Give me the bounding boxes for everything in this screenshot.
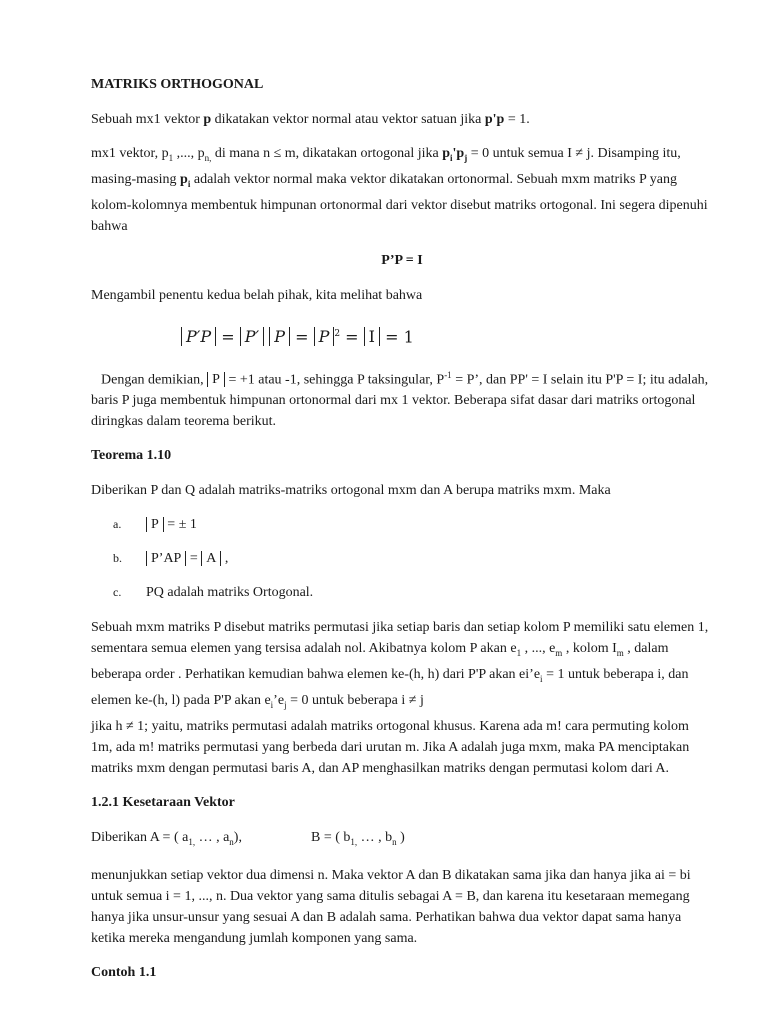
paragraph-normal-vector: Sebuah mx1 vektor p dikatakan vektor normal atau vektor satuan jika p'p = 1. xyxy=(91,112,530,127)
section-heading: 1.2.1 Kesetaraan Vektor xyxy=(91,794,235,810)
paragraph-nonsingular: Dengan demikian, P = +1 atau -1, sehingga P taksingular, $P^{-1} = P$’, dan PP' = I selain itu P'P = I; itu adalah, baris P juga membentuk himpunan ortonormal dari mx 1 vektor. Beberapa sifat dasar dari matriks ortogonal diringkas dalam teorema berikut. xyxy=(91,369,709,430)
list-item: b. P’AP = A , xyxy=(113,551,229,567)
theorem-property-list xyxy=(91,514,713,603)
equation-determinant: P′P = P′ P = P $^2$ = I = 1 xyxy=(181,319,713,349)
paragraph-theorem-statement: Diberikan P dan Q adalah matriks-matriks ortogonal mxm dan A berupa matriks mxm. Maka xyxy=(91,483,611,499)
list-item: c. PQ adalah matriks Ortogonal. xyxy=(113,585,314,601)
list-item: a. P = ± 1 xyxy=(113,517,197,533)
theorem-heading: Teorema 1.10 xyxy=(91,448,172,464)
vector-definition: Diberikan A = ( $a_{1,}$ … , $a_n$), B = ( $b_{1,}$ … , $b_n$ ) xyxy=(91,829,405,847)
equation-ptp-identity: P’P = I xyxy=(381,252,423,268)
paragraph-orthogonal-definition: mx1 vektor, $p_1$ ,..., $p_{n,}$ di mana n ≤ m, dikatakan ortogonal jika $p_i'p_j = 0$ untuk semua I ≠ j. Disamping itu, masing-masing $p_i$ adalah vektor normal maka vektor dikatakan ortonormal. Sebuah mxm matriks P yang kolom-kolomnya membentuk himpunan ortonormal dari vektor disebut matriks ortogonal. Ini segera dipenuhi bahwa xyxy=(91,146,708,234)
paragraph-permutation-matrix: Sebuah mxm matriks P disebut matriks permutasi jika setiap baris dan setiap kolom P memiliki satu elemen 1, sementara semua elemen yang tersisa adalah nol. Akibatnya kolom P akan $e_1$ , ..., $e_m$ , kolom $I_m$ , dalam beberapa order . Perhatikan kemudian bahwa elemen ke-(h, h) dari P'P akan $ei’e_i = 1$ untuk beberapa i, dan elemen ke-(h, l) pada P'P akan $e_i’e_j = 0$ untuk beberapa i ≠ j jika h ≠ 1; yaitu, matriks permutasi adalah matriks ortogonal khusus. Karena ada m! cara permuting kolom 1m, ada m! matriks permutasi yang berbeda dari urutan m. Jika A adalah juga mxm, maka PA menciptakan matriks mxm dengan permutasi baris A, dan AP menghasilkan matriks dengan permutasi kolom dari A. xyxy=(91,620,709,776)
document-page xyxy=(91,74,713,997)
paragraph-vector-equality: menunjukkan setiap vektor dua dimensi n. Maka vektor A dan B dikatakan sama jika dan hanya jika ai = bi untuk semua i = 1, ..., n. Dua vektor yang sama ditulis sebagai A = B, dan karena itu kesetaraan memegang hanya jika unsur-unsur yang sesuai A dan B adalah sama. Perhatikan bahwa dua vektor dapat sama hanya ketika mereka mengandung jumlah komponen yang sama. xyxy=(91,868,691,947)
example-heading: Contoh 1.1 xyxy=(91,965,157,981)
paragraph-determinant-intro: Mengambil penentu kedua belah pihak, kita melihat bahwa xyxy=(91,287,423,303)
document-title: MATRIKS ORTHOGONAL xyxy=(91,77,264,92)
